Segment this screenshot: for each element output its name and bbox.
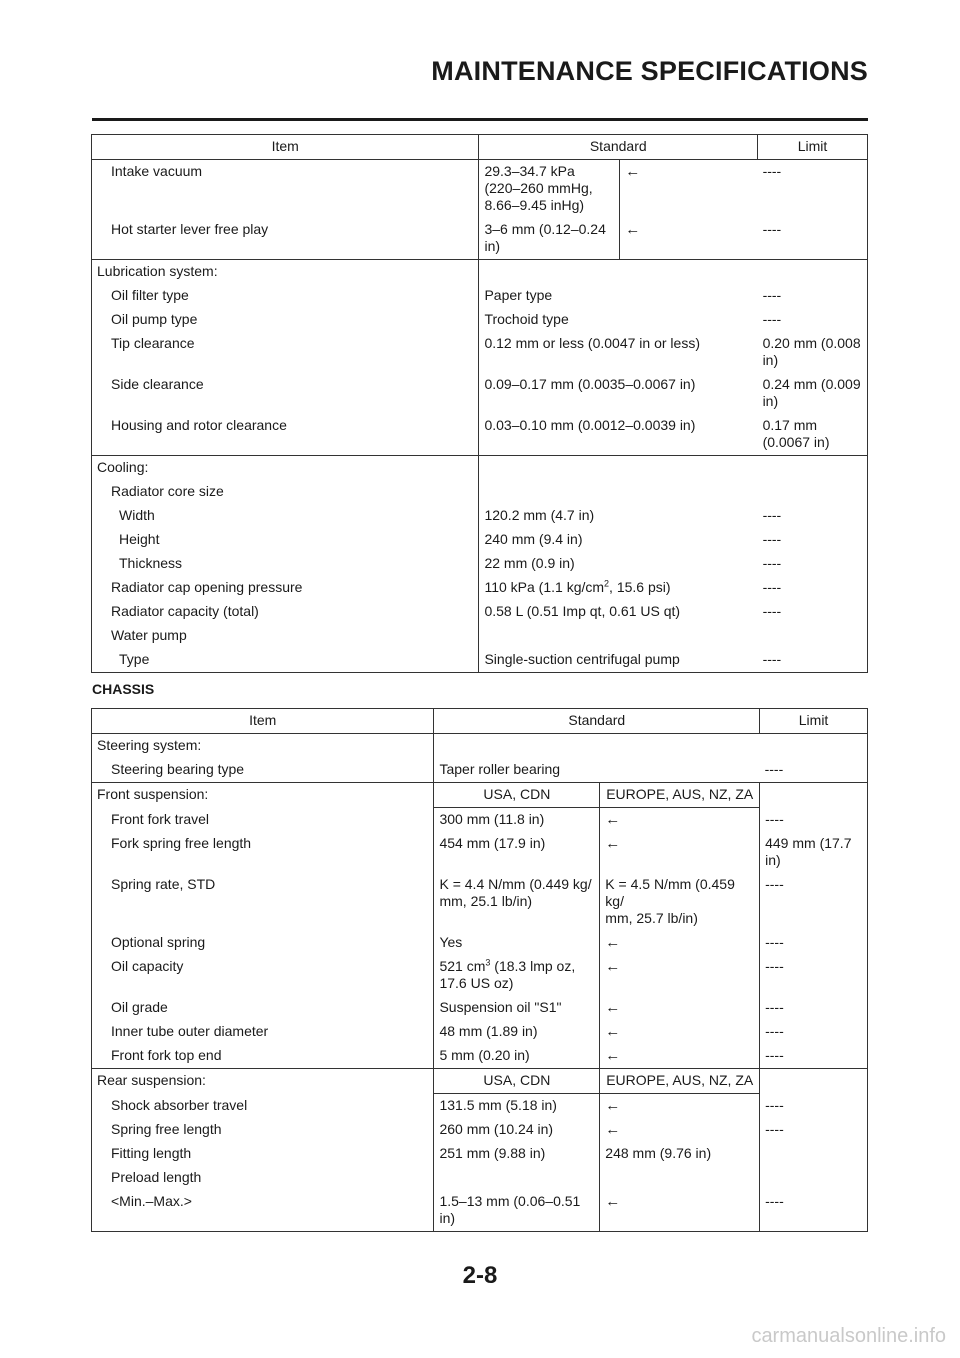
row-limit (760, 1142, 868, 1166)
limit-line: in) (762, 393, 779, 409)
row-item: Height (92, 528, 479, 552)
page-title: MAINTENANCE SPECIFICATIONS (431, 56, 868, 86)
group-row (92, 1069, 868, 1094)
row-usa (434, 1190, 600, 1232)
table-row (92, 480, 868, 504)
row-item: Preload length (92, 1166, 434, 1190)
limit-line: 0.17 mm (762, 417, 818, 433)
row-item: Thickness (92, 552, 479, 576)
row-usa: Suspension oil "S1" (434, 996, 600, 1020)
row-limit (760, 832, 868, 873)
group-label-steering: Steering system: (92, 734, 434, 759)
row-standard: Trochoid type (479, 308, 758, 332)
table-row (92, 414, 868, 456)
table-row (92, 332, 868, 373)
row-usa: 260 mm (10.24 in) (434, 1118, 600, 1142)
std-line: 8.66–9.45 inHg) (484, 197, 585, 213)
title-rule (92, 118, 868, 121)
row-standard: 240 mm (9.4 in) (479, 528, 758, 552)
row-item: Radiator cap opening pressure (92, 576, 479, 600)
row-item: Side clearance (92, 373, 479, 414)
row-standard: Single-suction centrifugal pump (479, 648, 758, 673)
group-row (92, 783, 868, 808)
arrow-same-icon: ← (600, 996, 760, 1020)
row-limit (758, 373, 868, 414)
row-usa: 5 mm (0.20 in) (434, 1044, 600, 1069)
std-line: 29.3–34.7 kPa (484, 163, 575, 179)
table-row (92, 808, 868, 833)
limit-line: in) (762, 352, 779, 368)
arrow-same-icon: ← (600, 1020, 760, 1044)
table-row (92, 373, 868, 414)
chassis-spec-table (91, 708, 868, 1232)
row-item: Shock absorber travel (92, 1094, 434, 1119)
col-europe: EUROPE, AUS, NZ, ZA (600, 1069, 760, 1094)
row-standard: 22 mm (0.9 in) (479, 552, 758, 576)
std-text: 110 kPa (1.1 kg/cm (484, 579, 605, 595)
header-item: Item (92, 135, 479, 160)
std-line: K = 4.4 N/mm (0.449 kg/ (439, 876, 592, 892)
header-limit: Limit (758, 135, 868, 160)
arrow-same-icon: ← (620, 218, 758, 260)
std-line: in) (484, 238, 501, 254)
table-row (92, 873, 868, 931)
std-line: 17.6 US oz) (439, 975, 514, 991)
row-usa: Yes (434, 931, 600, 955)
row-limit: ---- (758, 160, 868, 219)
section-heading-chassis: CHASSIS (92, 681, 155, 697)
limit-line: 0.20 mm (0.008 (762, 335, 861, 351)
row-item: Front fork top end (92, 1044, 434, 1069)
row-standard: 0.12 mm or less (0.0047 in or less) (479, 332, 758, 373)
row-europe: 248 mm (9.76 in) (600, 1142, 760, 1166)
row-limit: ---- (760, 1044, 868, 1069)
limit-line: (0.0067 in) (762, 434, 830, 450)
arrow-same-icon: ← (600, 955, 760, 996)
table-row (92, 552, 868, 576)
row-item: Spring rate, STD (92, 873, 434, 931)
col-usa-cdn: USA, CDN (434, 1069, 600, 1094)
row-usa: 454 mm (17.9 in) (434, 832, 600, 873)
arrow-same-icon: ← (600, 832, 760, 873)
row-item: Water pump (92, 624, 479, 648)
row-limit: ---- (760, 931, 868, 955)
group-row (92, 456, 868, 481)
arrow-same-icon: ← (600, 931, 760, 955)
row-limit: ---- (760, 808, 868, 833)
row-limit (758, 414, 868, 456)
row-item: Oil pump type (92, 308, 479, 332)
row-standard: Paper type (479, 284, 758, 308)
group-label-cooling: Cooling: (92, 456, 479, 481)
row-limit: ---- (760, 1118, 868, 1142)
row-item: Oil filter type (92, 284, 479, 308)
row-limit: ---- (758, 648, 868, 673)
row-item: Housing and rotor clearance (92, 414, 479, 456)
table-row (92, 931, 868, 955)
row-standard (479, 160, 620, 219)
row-limit (758, 332, 868, 373)
col-usa-cdn: USA, CDN (434, 783, 600, 808)
table-row (92, 832, 868, 873)
header-standard: Standard (479, 135, 758, 160)
row-limit: ---- (760, 1020, 868, 1044)
table-row (92, 528, 868, 552)
table-row (92, 218, 868, 260)
std-line: mm, 25.7 lb/in) (605, 910, 698, 926)
row-item: Fork spring free length (92, 832, 434, 873)
row-item: Tip clearance (92, 332, 479, 373)
row-item: Type (92, 648, 479, 673)
arrow-same-icon: ← (600, 1190, 760, 1232)
row-usa: 251 mm (9.88 in) (434, 1142, 600, 1166)
row-standard: 0.03–0.10 mm (0.0012–0.0039 in) (479, 414, 758, 456)
row-europe (600, 873, 760, 931)
table-row (92, 624, 868, 648)
row-usa: 48 mm (1.89 in) (434, 1020, 600, 1044)
std-text: (18.3 lmp oz, (490, 958, 576, 974)
row-limit: ---- (758, 284, 868, 308)
table-row (92, 600, 868, 624)
row-limit: ---- (758, 600, 868, 624)
table-row (92, 996, 868, 1020)
row-item: Front fork travel (92, 808, 434, 833)
std-line: in) (439, 1210, 456, 1226)
row-limit: ---- (758, 308, 868, 332)
superscript: 3 (485, 957, 491, 968)
row-item: Steering bearing type (92, 758, 434, 783)
table-row (92, 1190, 868, 1232)
group-label-front-suspension: Front suspension: (92, 783, 434, 808)
row-item: Radiator capacity (total) (92, 600, 479, 624)
row-usa: 131.5 mm (5.18 in) (434, 1094, 600, 1119)
row-standard: 0.58 L (0.51 Imp qt, 0.61 US qt) (479, 600, 758, 624)
row-standard: Taper roller bearing (434, 758, 760, 783)
row-usa (434, 955, 600, 996)
table-row (92, 1142, 868, 1166)
table-row (92, 758, 868, 783)
row-item: Spring free length (92, 1118, 434, 1142)
row-standard (479, 576, 758, 600)
group-row (92, 734, 868, 759)
table-row (92, 576, 868, 600)
row-item: Oil grade (92, 996, 434, 1020)
row-item: Fitting length (92, 1142, 434, 1166)
watermark-text: carmanualsonline.info (751, 1325, 946, 1347)
row-limit: ---- (760, 873, 868, 931)
row-item: Oil capacity (92, 955, 434, 996)
arrow-same-icon: ← (600, 1118, 760, 1142)
row-limit: ---- (758, 504, 868, 528)
group-row (92, 260, 868, 285)
table-row (92, 1166, 868, 1190)
col-europe: EUROPE, AUS, NZ, ZA (600, 783, 760, 808)
row-item: Hot starter lever free play (92, 218, 479, 260)
header-limit: Limit (760, 709, 868, 734)
row-limit: ---- (760, 758, 868, 783)
row-standard (479, 218, 620, 260)
row-usa (434, 873, 600, 931)
row-limit: ---- (758, 552, 868, 576)
row-standard: 0.09–0.17 mm (0.0035–0.0067 in) (479, 373, 758, 414)
limit-line: 0.24 mm (0.009 (762, 376, 861, 392)
arrow-same-icon: ← (600, 1094, 760, 1119)
arrow-same-icon: ← (620, 160, 758, 219)
table-row (92, 284, 868, 308)
table-row (92, 648, 868, 673)
std-text: , 15.6 psi) (609, 579, 671, 595)
page-number: 2-8 (462, 1262, 498, 1289)
row-limit: ---- (758, 576, 868, 600)
header-standard: Standard (434, 709, 760, 734)
limit-line: 449 mm (17.7 (765, 835, 852, 851)
table-row (92, 308, 868, 332)
engine-spec-table (91, 134, 868, 673)
std-line: mm, 25.1 lb/in) (439, 893, 533, 909)
std-line: 3–6 mm (0.12–0.24 (484, 221, 606, 237)
row-item: Radiator core size (92, 480, 479, 504)
row-limit: ---- (758, 218, 868, 260)
row-limit: ---- (760, 955, 868, 996)
std-line: 1.5–13 mm (0.06–0.51 (439, 1193, 581, 1209)
row-item: Optional spring (92, 931, 434, 955)
table-row (92, 504, 868, 528)
row-usa: 300 mm (11.8 in) (434, 808, 600, 833)
table-row (92, 1118, 868, 1142)
group-label-rear-suspension: Rear suspension: (92, 1069, 434, 1094)
table-header-row (92, 709, 868, 734)
table-header-row (92, 135, 868, 160)
header-item: Item (92, 709, 434, 734)
arrow-same-icon: ← (600, 808, 760, 833)
std-line: (220–260 mmHg, (484, 180, 593, 196)
row-limit: ---- (758, 528, 868, 552)
row-item: Intake vacuum (92, 160, 479, 219)
row-item: Width (92, 504, 479, 528)
row-limit: ---- (760, 1094, 868, 1119)
row-standard: 120.2 mm (4.7 in) (479, 504, 758, 528)
table-row (92, 1044, 868, 1069)
limit-line: in) (765, 852, 781, 868)
table-row (92, 160, 868, 219)
group-label-lubrication: Lubrication system: (92, 260, 479, 285)
std-line: K = 4.5 N/mm (0.459 kg/ (605, 876, 735, 909)
row-limit: ---- (760, 996, 868, 1020)
std-text: 521 cm (439, 958, 486, 974)
row-item: Inner tube outer diameter (92, 1020, 434, 1044)
table-row (92, 1094, 868, 1119)
row-item: <Min.–Max.> (92, 1190, 434, 1232)
table-row (92, 1020, 868, 1044)
table-row (92, 955, 868, 996)
row-limit: ---- (760, 1190, 868, 1232)
superscript: 2 (604, 578, 610, 589)
arrow-same-icon: ← (600, 1044, 760, 1069)
